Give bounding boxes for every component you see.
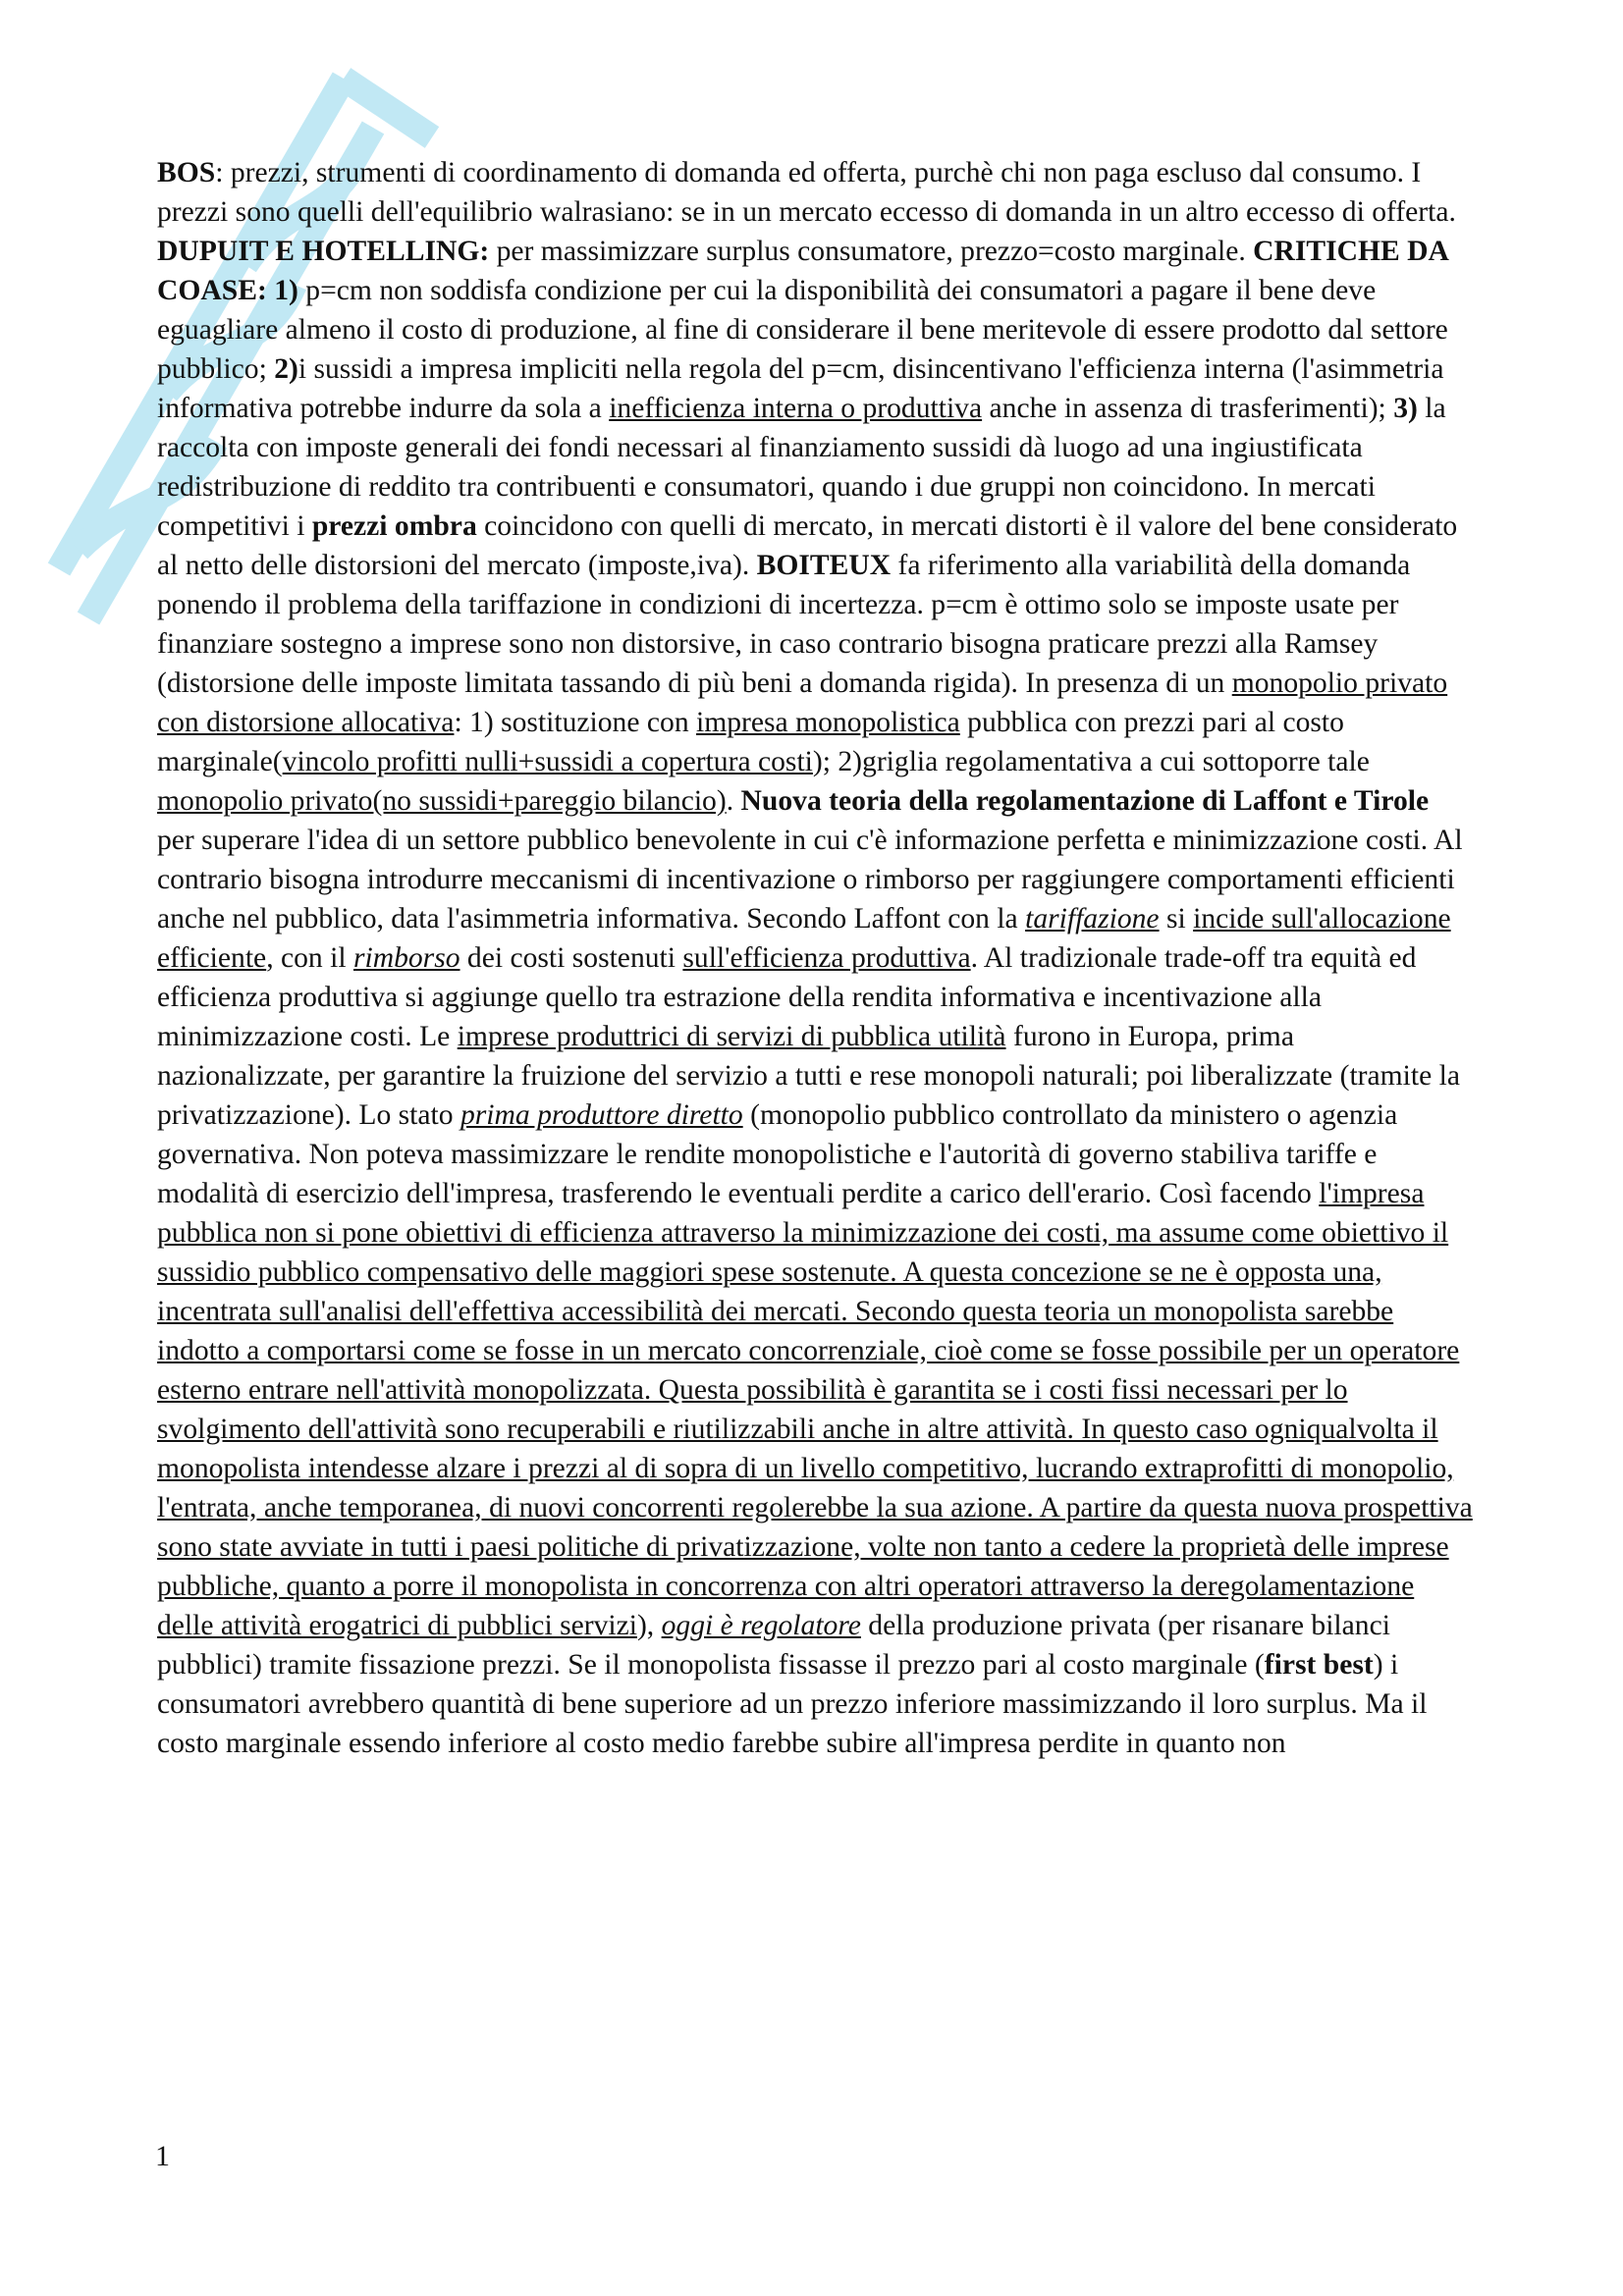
- page-number: 1: [155, 2140, 170, 2172]
- text-segment: coincidono con quelli di mercato, in mercati distorti è il valore del bene considerato al netto delle distorsioni del mercato (imposte,iva).: [157, 510, 1458, 581]
- text-segment: : prezzi, strumenti di coordinamento di domanda ed offerta, purchè chi non paga escluso dal consumo. I prezzi sono quelli dell'equilibrio walrasiano: se in un mercato eccesso di domanda in un altro eccesso di offerta.: [157, 157, 1456, 228]
- text-segment: ); 2)griglia regolamentativa a cui sottoporre tale: [812, 746, 1370, 777]
- text-segment: prezzi ombra: [311, 510, 477, 542]
- text-segment: ),: [636, 1610, 662, 1641]
- text-segment: BOITEUX: [756, 550, 892, 581]
- text-segment: first best: [1264, 1649, 1374, 1681]
- text-segment: CRITICHE DA COASE: 1): [157, 236, 1448, 306]
- text-segment: BOS: [157, 157, 216, 188]
- text-segment: vincolo profitti nulli+sussidi a copertura costi: [282, 746, 813, 777]
- text-segment: p=cm non soddisfa condizione per cui la disponibilità dei consumatori a pagare il bene deve eguagliare almeno il costo di produzione, al fine di considerare il bene meritevole di essere prodotto dal settore pubblico;: [157, 275, 1448, 385]
- text-segment: pubblica con prezzi pari al costo marginale(: [157, 707, 1344, 777]
- text-segment: imprese produttrici di servizi di pubblica utilità: [457, 1021, 1006, 1052]
- text-segment: 2): [274, 353, 298, 385]
- text-segment: (monopolio pubblico controllato da ministero o agenzia governativa. Non poteva massimizzare le rendite monopolistiche e l'autorità di governo stabiliva tariffe e modalità di esercizio dell'impresa, trasferendo le eventuali perdite a carico dell'erario. Così facendo: [157, 1099, 1398, 1209]
- text-segment: incide sull'allocazione efficiente: [157, 903, 1451, 974]
- body-text: [157, 153, 1473, 1763]
- text-segment: i sussidi a impresa impliciti nella regola del p=cm, disincentivano l'efficienza interna (l'asimmetria informativa potrebbe indurre da sola a: [157, 353, 1444, 424]
- text-segment: rimborso: [352, 942, 460, 974]
- text-segment: impresa monopolistica: [696, 707, 960, 738]
- text-segment: Nuova teoria della regolamentazione di Laffont e Tirole: [740, 785, 1430, 817]
- text-segment: furono in Europa, prima nazionalizzate, per garantire la fruizione del servizio a tutti e rese monopoli naturali; poi liberalizzate (tramite la privatizzazione). Lo stato: [157, 1021, 1461, 1131]
- text-segment: dei costi sostenuti: [460, 942, 683, 974]
- text-segment: la raccolta con imposte generali dei fondi necessari al finanziamento sussidi dà luogo ad una ingiustificata redistribuzione di reddito tra contribuenti e consumatori, quando i due gruppi non coincidono. In mercati competitivi i: [157, 393, 1446, 542]
- text-segment: . Al tradizionale trade-off tra equità ed efficienza produttiva si aggiunge quello tra estrazione della rendita informativa e incentivazione alla minimizzazione costi. Le: [157, 942, 1417, 1052]
- text-segment: fa riferimento alla variabilità della domanda ponendo il problema della tariffazione in condizioni di incertezza. p=cm è ottimo solo se imposte usate per finanziare sostegno a imprese sono non distorsive, in caso contrario bisogna praticare prezzi alla Ramsey (distorsione delle imposte limitata tassando di più beni a domanda rigida). In presenza di un: [157, 550, 1411, 699]
- text-segment: si: [1159, 903, 1194, 934]
- text-segment: tariffazione: [1025, 903, 1160, 934]
- text-segment: l'impresa pubblica non si pone obiettivi di efficienza attraverso la minimizzazione dei costi, ma assume come obiettivo il sussidio pubblico compensativo delle maggiori spese sostenute. A questa concezione se ne è opposta una, incentrata sull'analisi dell'effettiva accessibilità dei mercati. Secondo questa teoria un monopolista sarebbe indotto a comportarsi come se fosse in un mercato concorrenziale, cioè come se fosse possibile per un operatore esterno entrare nell'attività monopolizzata. Questa possibilità è garantita se i costi fissi necessari per lo svolgimento dell'attività sono recuperabili e riutilizzabili anche in altre attività. In questo caso ogniqualvolta il monopolista intendesse alzare i prezzi al di sopra di un livello competitivo, lucrando extraprofitti di monopolio, l'entrata, anche temporanea, di nuovi concorrenti regolerebbe la sua azione. A partire da questa nuova prospettiva sono state avviate in tutti i paesi politiche di privatizzazione, volte non tanto a cedere la proprietà delle imprese pubbliche, quanto a porre il monopolista in concorrenza con altri operatori attraverso la deregolamentazione delle attività erogatrici di pubblici servizi: [157, 1178, 1473, 1641]
- text-segment: per massimizzare surplus consumatore, prezzo=costo marginale.: [489, 236, 1254, 267]
- text-segment: monopolio privato(no sussidi+pareggio bilancio): [157, 785, 727, 817]
- text-segment: della produzione privata (per risanare bilanci pubblici) tramite fissazione prezzi. Se il monopolista fissasse il prezzo pari al costo marginale (: [157, 1610, 1390, 1681]
- text-segment: inefficienza interna o produttiva: [609, 393, 983, 424]
- text-segment: anche in assenza di trasferimenti);: [982, 393, 1394, 424]
- text-segment: prima produttore diretto: [460, 1099, 743, 1131]
- text-segment: monopolio privato con distorsione allocativa: [157, 667, 1448, 738]
- text-segment: ) i consumatori avrebbero quantità di bene superiore ad un prezzo inferiore massimizzando il loro surplus. Ma il costo marginale essendo inferiore al costo medio farebbe subire all'impresa perdite in quanto non: [157, 1649, 1428, 1759]
- text-segment: sull'efficienza produttiva: [682, 942, 971, 974]
- text-segment: per superare l'idea di un settore pubblico benevolente in cui c'è informazione perfetta e minimizzazione costi. Al contrario bisogna introdurre meccanismi di incentivazione o rimborso per raggiungere comportamenti efficienti anche nel pubblico, data l'asimmetria informativa. Secondo Laffont con la: [157, 825, 1463, 934]
- text-segment: DUPUIT E HOTELLING:: [157, 236, 490, 267]
- text-segment: oggi è regolatore: [661, 1610, 861, 1641]
- text-segment: .: [726, 785, 741, 817]
- text-segment: , con il: [266, 942, 353, 974]
- text-segment: : 1) sostituzione con: [454, 707, 697, 738]
- text-segment: 3): [1393, 393, 1418, 424]
